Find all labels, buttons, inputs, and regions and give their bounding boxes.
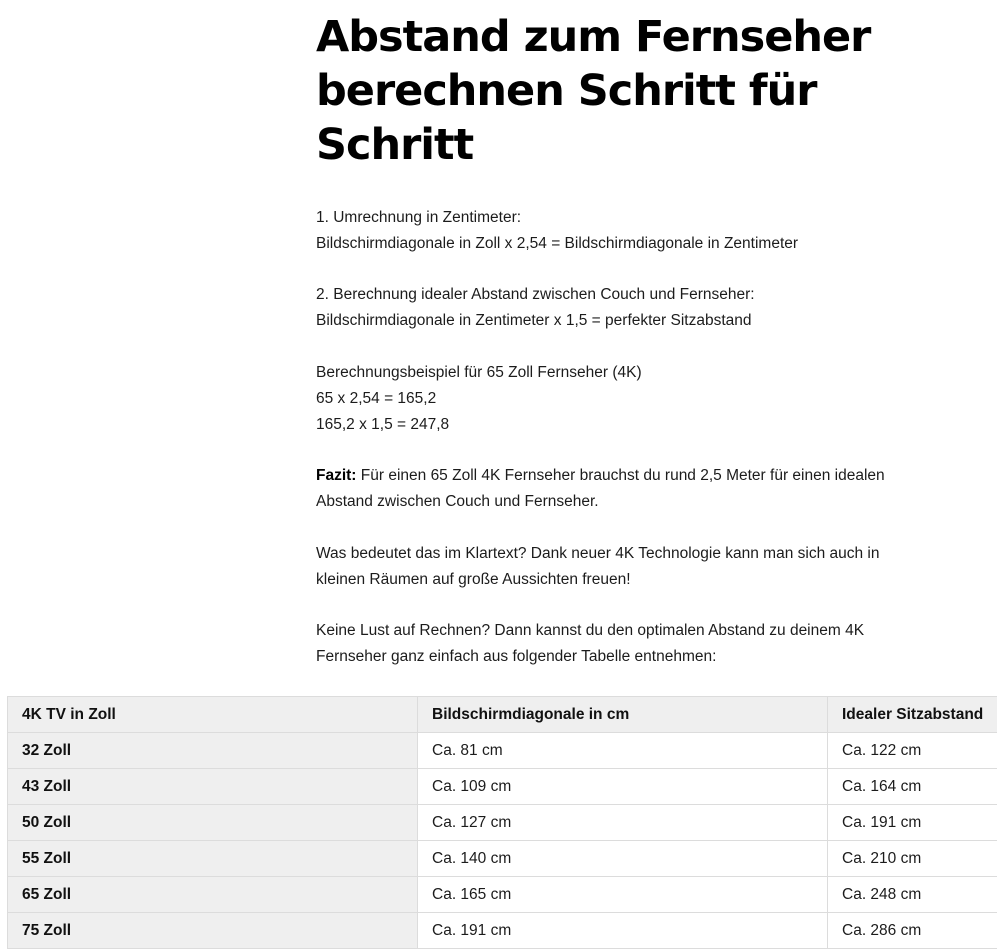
cell-tv-size: 32 Zoll xyxy=(8,733,418,769)
article-content xyxy=(316,10,916,665)
table-row xyxy=(8,769,997,805)
cell-tv-size: 75 Zoll xyxy=(8,913,418,949)
klartext-line-1: Was bedeutet das im Klartext? Dank neuer 4K Technologie kann man sich auch in xyxy=(316,545,880,562)
cell-diagonal: Ca. 127 cm xyxy=(418,805,828,841)
fazit-text-1: Für einen 65 Zoll 4K Fernseher brauchst du rund 2,5 Meter für einen idealen xyxy=(356,467,885,484)
table-row xyxy=(8,877,997,913)
table-header-row xyxy=(8,697,997,733)
table-row xyxy=(8,841,997,877)
cell-distance: Ca. 122 cm xyxy=(828,733,997,769)
fazit-paragraph xyxy=(316,463,885,515)
header-diagonal: Bildschirmdiagonale in cm xyxy=(418,697,828,733)
table-row xyxy=(8,805,997,841)
example-calc-1: 65 x 2,54 = 165,2 xyxy=(316,390,437,407)
step-1-title: 1. Umrechnung in Zentimeter: xyxy=(316,209,522,226)
hint-paragraph xyxy=(316,618,864,670)
cell-distance: Ca. 191 cm xyxy=(828,805,997,841)
cell-tv-size: 43 Zoll xyxy=(8,769,418,805)
cell-tv-size: 50 Zoll xyxy=(8,805,418,841)
example-paragraph xyxy=(316,360,642,438)
step-1-formula: Bildschirmdiagonale in Zoll x 2,54 = Bildschirmdiagonale in Zentimeter xyxy=(316,235,799,252)
cell-tv-size: 55 Zoll xyxy=(8,841,418,877)
cell-distance: Ca. 286 cm xyxy=(828,913,997,949)
example-title: Berechnungsbeispiel für 65 Zoll Fernseher (4K) xyxy=(316,364,642,381)
page-title: Abstand zum Fernseher berechnen Schritt für Schritt xyxy=(316,12,871,170)
step-2-title: 2. Berechnung idealer Abstand zwischen Couch und Fernseher: xyxy=(316,286,755,303)
klartext-paragraph xyxy=(316,541,880,593)
distance-table xyxy=(7,696,997,949)
cell-diagonal: Ca. 165 cm xyxy=(418,877,828,913)
hint-line-1: Keine Lust auf Rechnen? Dann kannst du den optimalen Abstand zu deinem 4K xyxy=(316,622,865,639)
step-1-paragraph xyxy=(316,205,798,257)
cell-diagonal: Ca. 140 cm xyxy=(418,841,828,877)
cell-distance: Ca. 248 cm xyxy=(828,877,997,913)
cell-distance: Ca. 210 cm xyxy=(828,841,997,877)
table-row xyxy=(8,913,997,949)
table-row xyxy=(8,733,997,769)
cell-diagonal: Ca. 109 cm xyxy=(418,769,828,805)
header-distance: Idealer Sitzabstand xyxy=(828,697,997,733)
cell-distance: Ca. 164 cm xyxy=(828,769,997,805)
fazit-label: Fazit: xyxy=(316,467,357,484)
example-calc-2: 165,2 x 1,5 = 247,8 xyxy=(316,416,450,433)
cell-tv-size: 65 Zoll xyxy=(8,877,418,913)
hint-line-2: Fernseher ganz einfach aus folgender Tabelle entnehmen: xyxy=(316,648,717,665)
cell-diagonal: Ca. 81 cm xyxy=(418,733,828,769)
fazit-text-2: Abstand zwischen Couch und Fernseher. xyxy=(316,493,599,510)
step-2-paragraph xyxy=(316,282,755,334)
cell-diagonal: Ca. 191 cm xyxy=(418,913,828,949)
step-2-formula: Bildschirmdiagonale in Zentimeter x 1,5 = perfekter Sitzabstand xyxy=(316,312,752,329)
header-tv-size: 4K TV in Zoll xyxy=(8,697,418,733)
klartext-line-2: kleinen Räumen auf große Aussichten freuen! xyxy=(316,571,631,588)
